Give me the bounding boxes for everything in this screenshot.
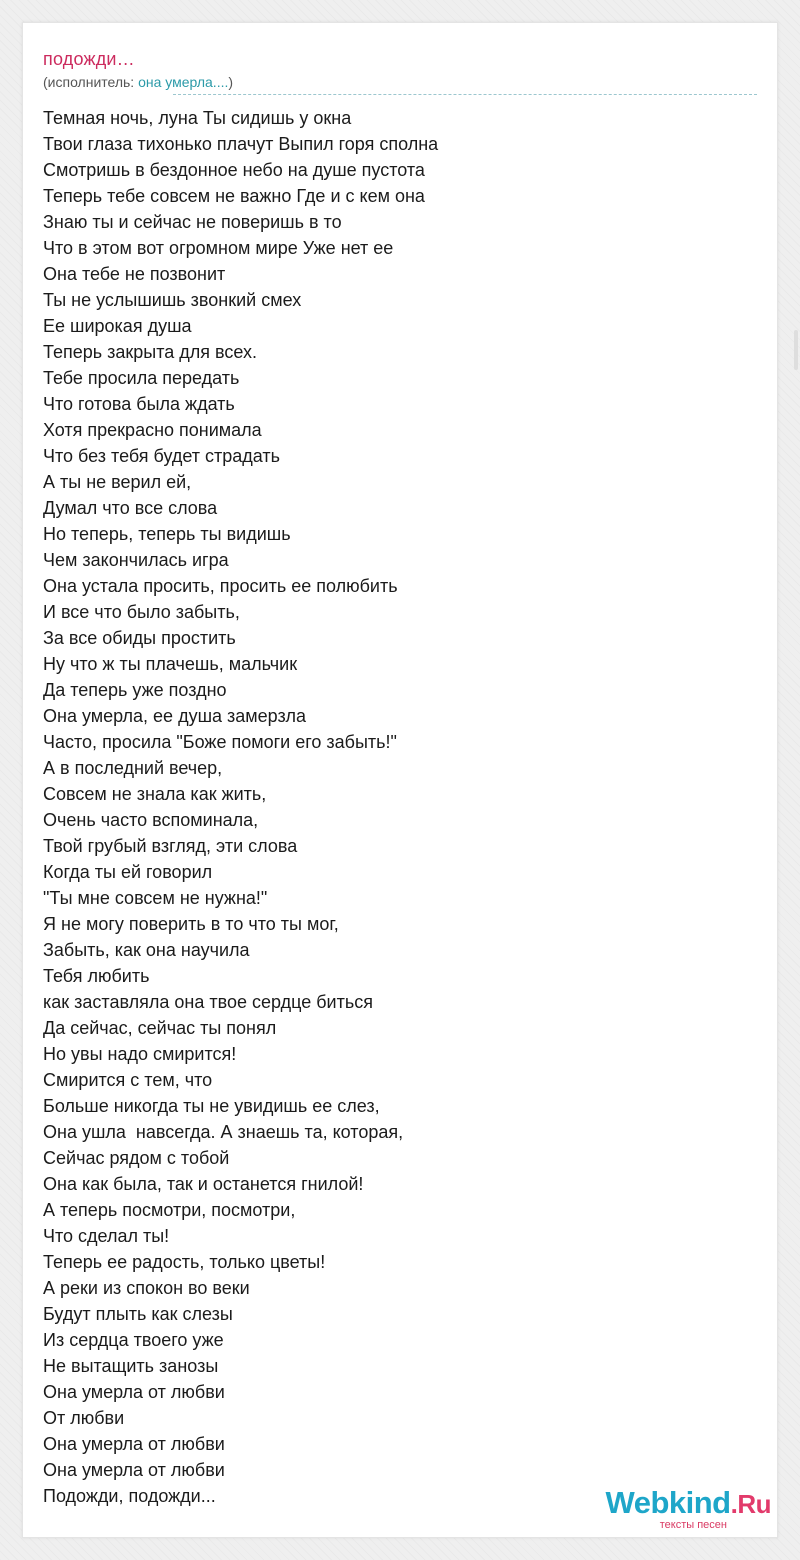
lyric-line: А реки из спокон во веки xyxy=(43,1278,250,1298)
logo-main-text: Webkind xyxy=(605,1485,731,1520)
lyric-line: А теперь посмотри, посмотри, xyxy=(43,1200,296,1220)
lyric-line: Она устала просить, просить ее полюбить xyxy=(43,576,398,596)
lyric-line: Тебя любить xyxy=(43,966,150,986)
song-title: подожди… xyxy=(43,49,135,69)
lyric-line: Теперь тебе совсем не важно Где и с кем она xyxy=(43,186,425,206)
lyric-line: Ты не услышишь звонкий смех xyxy=(43,290,302,310)
lyric-line: Очень часто вспоминала, xyxy=(43,810,259,830)
lyric-line: Часто, просила "Боже помоги его забыть!" xyxy=(43,732,397,752)
artist-link[interactable]: она умерла.... xyxy=(138,74,229,90)
lyric-line: Думал что все слова xyxy=(43,498,218,518)
lyric-line: Но теперь, теперь ты видишь xyxy=(43,524,291,544)
lyric-line: Совсем не знала как жить, xyxy=(43,784,267,804)
lyric-line: Твой грубый взгляд, эти слова xyxy=(43,836,298,856)
lyric-line: Но увы надо смирится! xyxy=(43,1044,237,1064)
lyric-line: Она умерла от любви xyxy=(43,1382,225,1402)
lyric-line: Что сделал ты! xyxy=(43,1226,170,1246)
lyric-line: "Ты мне совсем не нужна!" xyxy=(43,888,268,908)
lyric-line: Из сердца твоего уже xyxy=(43,1330,224,1350)
lyric-line: Будут плыть как слезы xyxy=(43,1304,233,1324)
lyric-line: Да сейчас, сейчас ты понял xyxy=(43,1018,277,1038)
lyric-line: Знаю ты и сейчас не поверишь в то xyxy=(43,212,342,232)
lyric-line: И все что было забыть, xyxy=(43,602,240,622)
lyric-line: Что без тебя будет страдать xyxy=(43,446,281,466)
lyric-line: Да теперь уже поздно xyxy=(43,680,227,700)
lyric-line: Она ушла навсегда. А знаешь та, которая, xyxy=(43,1122,404,1142)
lyric-line: Она умерла, ее душа замерзла xyxy=(43,706,307,726)
lyric-line: Что в этом вот огромном мире Уже нет ее xyxy=(43,238,394,258)
lyric-line: Твои глаза тихонько плачут Выпил горя сполна xyxy=(43,134,439,154)
lyric-line: За все обиды простить xyxy=(43,628,236,648)
lyric-line: Теперь ее радость, только цветы! xyxy=(43,1252,326,1272)
artist-suffix: ) xyxy=(228,74,234,90)
lyric-line: Больше никогда ты не увидишь ее слез, xyxy=(43,1096,380,1116)
title-divider xyxy=(173,94,757,95)
lyric-line: Тебе просила передать xyxy=(43,368,240,388)
lyrics-text xyxy=(43,105,438,1509)
artist-prefix: (исполнитель: xyxy=(43,74,139,90)
logo-wordmark xyxy=(606,1485,772,1521)
logo-tagline: тексты песен xyxy=(659,1519,727,1531)
lyric-line: Она умерла от любви xyxy=(43,1434,225,1454)
lyric-line: Подожди, подожди... xyxy=(43,1486,216,1506)
lyric-line: А в последний вечер, xyxy=(43,758,223,778)
lyric-line: Смотришь в бездонное небо на душе пустота xyxy=(43,160,425,180)
lyrics-card xyxy=(22,22,778,1538)
lyric-line: Она как была, так и останется гнилой! xyxy=(43,1174,364,1194)
lyric-line: Я не могу поверить в то что ты мог, xyxy=(43,914,339,934)
lyric-line: Она умерла от любви xyxy=(43,1460,225,1480)
lyric-line: Когда ты ей говорил xyxy=(43,862,213,882)
lyric-line: А ты не верил ей, xyxy=(43,472,192,492)
artist-line xyxy=(43,74,233,90)
lyric-line: Что готова была ждать xyxy=(43,394,235,414)
lyric-line: как заставляла она твое сердце биться xyxy=(43,992,373,1012)
lyric-line: От любви xyxy=(43,1408,125,1428)
lyric-line: Сейчас рядом с тобой xyxy=(43,1148,230,1168)
lyric-line: Чем закончилась игра xyxy=(43,550,229,570)
lyric-line: Забыть, как она научила xyxy=(43,940,250,960)
lyric-line: Она тебе не позвонит xyxy=(43,264,226,284)
lyric-line: Хотя прекрасно понимала xyxy=(43,420,262,440)
scrollbar-thumb[interactable] xyxy=(794,330,798,370)
logo-tld: .Ru xyxy=(730,1489,771,1519)
lyric-line: Темная ночь, луна Ты сидишь у окна xyxy=(43,108,352,128)
lyric-line: Теперь закрыта для всех. xyxy=(43,342,258,362)
webkind-logo[interactable] xyxy=(581,1485,771,1535)
lyric-line: Ее широкая душа xyxy=(43,316,192,336)
lyric-line: Ну что ж ты плачешь, мальчик xyxy=(43,654,298,674)
lyric-line: Не вытащить занозы xyxy=(43,1356,219,1376)
lyric-line: Смирится с тем, что xyxy=(43,1070,213,1090)
